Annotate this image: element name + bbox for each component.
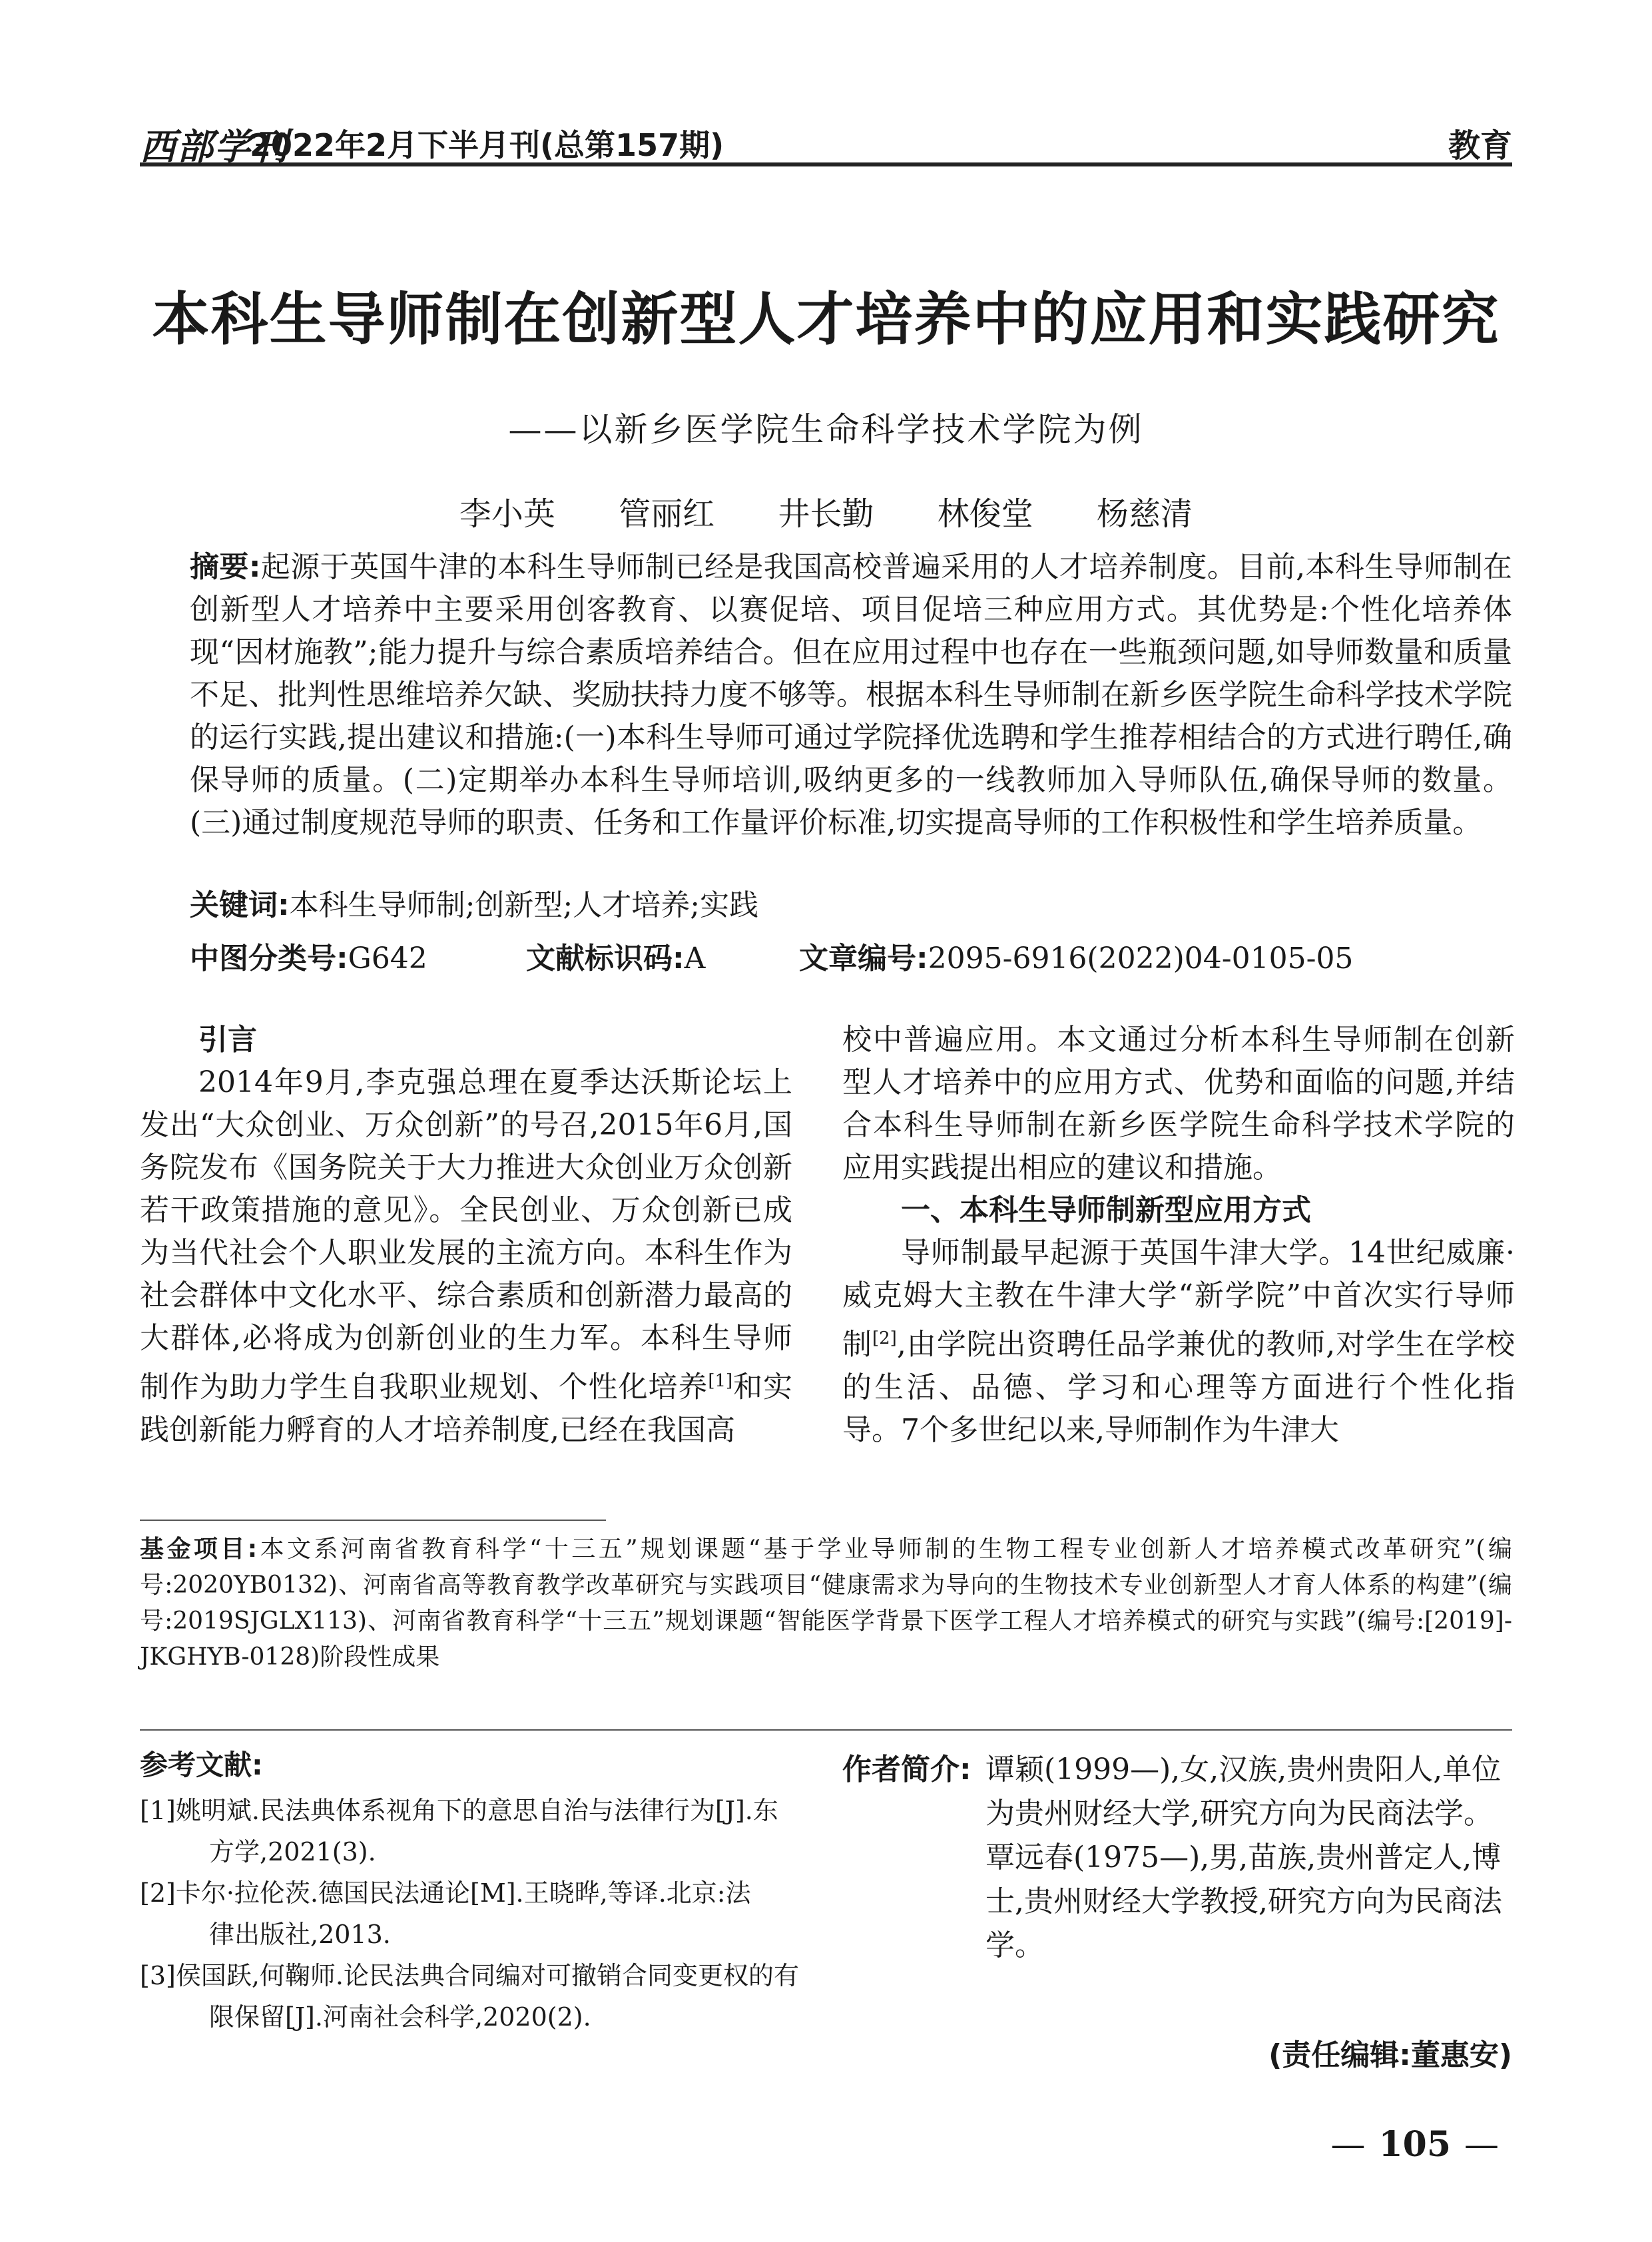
abstract xyxy=(190,546,1512,844)
reference-text: 侯国跃,何鞠师.论民法典合同编对可撤销合同变更权的有 xyxy=(175,1961,799,1990)
doc-value: A xyxy=(684,942,706,976)
intro-continuation: 校中普遍应用。本文通过分析本科生导师制在创新型人才培养中的应用方式、优势和面临的问题,并结合本科生导师制在新乡医学院生命科学技术学院的应用实践提出相应的建议和措施。 xyxy=(842,1023,1515,1185)
id-label: 文章编号: xyxy=(799,942,928,976)
section1-text-b: ,由学院出资聘任品学兼优的教师,对学生在学校的生活、品德、学习和心理等方面进行个性化指导。7个多世纪以来,导师制作为牛津大 xyxy=(842,1327,1515,1447)
reference-text-tail: 限保留[J].河南社会科学,2020(2). xyxy=(209,2002,591,2032)
reference-item xyxy=(140,1955,806,2038)
funding-note xyxy=(140,1532,1512,1675)
journal-issue: 2022年2月下半月刊(总第157期) xyxy=(250,127,724,163)
article-title: 本科生导师制在创新型人才培养中的应用和实践研究 xyxy=(152,286,1500,353)
section1-text-a: 导师制最早起源于英国牛津大学。14世纪威廉·威克姆大主教在牛津大学“新学院”中首次实行导师制 xyxy=(842,1236,1515,1362)
author-name: 李小英 xyxy=(459,495,555,533)
author-name: 井长勤 xyxy=(778,495,874,533)
references-title: 参考文献: xyxy=(140,1749,263,1781)
id-value: 2095-6916(2022)04-0105-05 xyxy=(928,942,1354,976)
reference-number: [2] xyxy=(140,1878,176,1908)
reference-text-tail: 律出版社,2013. xyxy=(209,1920,391,1949)
funding-label: 基金项目: xyxy=(140,1536,258,1563)
citation-2: [2] xyxy=(872,1328,897,1348)
author-bio-label: 作者简介: xyxy=(842,1753,971,1787)
reference-text: 卡尔·拉伦茨.德国民法通论[M].王晓晔,等译.北京:法 xyxy=(175,1878,751,1908)
author-name: 管丽红 xyxy=(619,495,715,533)
author-bio-text xyxy=(985,1748,1515,1968)
author-list xyxy=(0,488,1652,534)
reference-text-tail: 方学,2021(3). xyxy=(209,1837,376,1866)
author-name: 林俊堂 xyxy=(937,495,1033,533)
body-left-column xyxy=(140,1019,792,1452)
body-right-column xyxy=(842,1019,1515,1452)
clc-value: G642 xyxy=(348,942,427,976)
page-number-value: 105 xyxy=(1378,2124,1451,2165)
section-divider xyxy=(140,1729,1512,1731)
references xyxy=(140,1745,806,2038)
article-number xyxy=(799,934,1353,977)
author-bio-entry: 覃远春(1975—),男,苗族,贵州普定人,博士,贵州财经大学教授,研究方向为民商法学。 xyxy=(985,1840,1502,1962)
page-dash-left: — xyxy=(1330,2125,1366,2165)
abstract-label: 摘要: xyxy=(190,550,261,584)
funding-text: 本文系河南省教育科学“十三五”规划课题“基于学业导师制的生物工程专业创新人才培养模式改革研究”(编号:2020YB0132)、河南省高等教育教学改革研究与实践项目“健康需求为导向的生物技术专业创新型人才育人体系的构建”(编号:2019SJGLX113)、河南省教育科学“十三五”规划课题“智能医学背景下医学工程人才培养模式的研究与实践”(编号:[2019]-JKGHYB-0128)阶段性成果 xyxy=(140,1536,1512,1671)
journal-header xyxy=(140,113,1512,166)
author-bio-entry: 谭颖(1999—),女,汉族,贵州贵阳人,单位为贵州财经大学,研究方向为民商法学。 xyxy=(985,1753,1502,1830)
intro-text-b: 和实践创新能力孵育的人才培养制度,已经在我国高 xyxy=(140,1370,793,1447)
footnote-rule xyxy=(140,1520,606,1521)
header-rule xyxy=(140,162,1512,166)
reference-item xyxy=(140,1872,806,1955)
page-dash-right: — xyxy=(1464,2125,1499,2165)
intro-heading: 引言 xyxy=(198,1023,257,1057)
author-name: 杨慈清 xyxy=(1097,495,1193,533)
reference-number: [1] xyxy=(140,1796,176,1825)
intro-paragraph xyxy=(140,1061,792,1452)
reference-text: 姚明斌.民法典体系视角下的意思自治与法律行为[J].东 xyxy=(175,1796,778,1825)
keywords xyxy=(190,881,758,924)
author-bio xyxy=(842,1748,1515,1968)
section1-heading: 一、本科生导师制新型应用方式 xyxy=(901,1193,1311,1227)
journal-section: 教育 xyxy=(1448,127,1512,164)
keywords-text: 本科生导师制;创新型;人才培养;实践 xyxy=(289,888,759,922)
responsible-editor: (责任编辑:董惠安) xyxy=(1268,2038,1512,2072)
page-number xyxy=(1317,2124,1512,2165)
citation-1: [1] xyxy=(708,1371,733,1391)
clc-code xyxy=(190,934,427,977)
abstract-text: 起源于英国牛津的本科生导师制已经是我国高校普遍采用的人才培养制度。目前,本科生导师制在创新型人才培养中主要采用创客教育、以赛促培、项目促培三种应用方式。其优势是:个性化培养体现“因材施教”;能力提升与综合素质培养结合。但在应用过程中也存在一些瓶颈问题,如导师数量和质量不足、批判性思维培养欠缺、奖励扶持力度不够等。根据本科生导师制在新乡医学院生命科学技术学院的运行实践,提出建议和措施:(一)本科生导师可通过学院择优选聘和学生推荐相结合的方式进行聘任,确保导师的质量。(二)定期举办本科生导师培训,吸纳更多的一线教师加入导师队伍,确保导师的数量。(三)通过制度规范导师的职责、任务和工作量评价标准,切实提高导师的工作积极性和学生培养质量。 xyxy=(190,550,1512,840)
reference-number: [3] xyxy=(140,1961,176,1990)
keywords-label: 关键词: xyxy=(190,888,290,922)
doc-code xyxy=(526,934,705,977)
reference-item xyxy=(140,1790,806,1872)
section1-paragraph xyxy=(842,1232,1515,1452)
doc-label: 文献标识码: xyxy=(526,942,685,976)
journal-logo: 西部学刊 xyxy=(140,125,289,168)
article-subtitle: ——以新乡医学院生命科学技术学院为例 xyxy=(508,410,1144,449)
intro-text-a: 2014年9月,李克强总理在夏季达沃斯论坛上发出“大众创业、万众创新”的号召,2015年6月,国务院发布《国务院关于大力推进大众创业万众创新若干政策措施的意见》。全民创业、万众创新已成为当代社会个人职业发展的主流方向。本科生作为社会群体中文化水平、综合素质和创新潜力最高的大群体,必将成为创新创业的生力军。本科生导师制作为助力学生自我职业规划、个性化培养 xyxy=(140,1065,792,1404)
clc-label: 中图分类号: xyxy=(190,942,348,976)
